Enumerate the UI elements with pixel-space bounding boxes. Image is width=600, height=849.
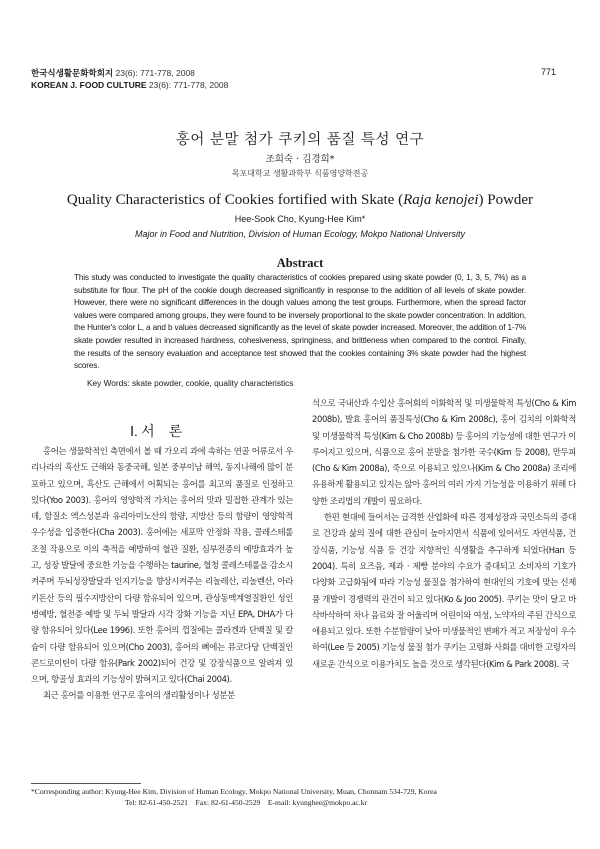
section-heading-introduction: Ⅰ. 서 론 [130, 425, 183, 440]
journal-name-korean: 한국식생활문화학회지 [31, 68, 114, 78]
title-korean: 홍어 분말 첨가 쿠키의 품질 특성 연구 [175, 132, 425, 148]
body-paragraph: 최근 홍어를 이용한 연구로 홍어의 생리활성이나 성분분 [43, 690, 235, 701]
journal-volume-english: 23(6): 771-778, 2008 [148, 80, 229, 90]
footnote-contact: Tel: 82-61-450-2521 Fax: 82-61-450-2529 E-mail: kyunghee@mokpo.ac.kr [125, 797, 368, 807]
body-paragraph: 한편 현대에 들어서는 급격한 산업화에 따른 경제성장과 국민소득의 증대로 건강과 삶의 질에 대한 관심이 높아지면서 식품에 있어서도 자연식품, 건강식품, 기능성 식품 등 건강 지향적인 식생활을 추구하게 되었다(Han 등 2004). 특히 요즈음, 제과 · 제빵 분야의 수요가 증대되고 소비자의 기호가 다양화 고급화됨에 따라 기능성 물질을 첨가하여 현대인의 기호에 맞는 신제품 개발이 경쟁력의 관건이 되고 있다(Ko & Joo 2005). 쿠키는 맛이 달고 바삭바삭하여 차나 음료와 잘 어울리며 어린이와 여성, 노약자의 주된 간식으로 애용되고 있다. 또한 수분함량이 낮아 미생물적인 변패가 적고 저장성이 우수하여(Lee 등 2005) 기능성 물질 첨가 쿠키는 고령화 사회를 대비한 고령자의 새로운 간식으로 이용가치도 높을 것으로 생각된다(Kim & Park 2008). 국 [312, 512, 576, 669]
body-column-left [31, 443, 293, 704]
body-paragraph: 홍어는 생물학적인 측면에서 볼 때 가오리 과에 속하는 연골 어류로서 우리나라의 흑산도 근해와 동중국해, 일본 중부이남 해역, 동지나해에 많이 분포하고 있으며, 흑산도 근해에서 어획되는 홍어를 최고의 품질로 인정하고 있다(Yoo 2003). 홍어의 영양학적 가치는 홍어의 맛과 밀접한 관계가 있는데, 함질소 엑스성분과 유리아미노산의 함량, 지방산 등의 함량이 영양학적 우수성을 입증한다(Cha 2003). 홍어에는 세포막 안정화 작용, 콜레스테롤 조절 작용으로 이의 축적을 예방하여 혈관 질환, 심부전증의 예방효과가 높고, 성장 발달에 중요한 기능을 수행하는 taurine, 혈청 콜레스테롤을 감소시켜주며 두뇌성장발달과 인지기능을 향상시켜주는 리놀레산, 리놀렌산, 아라키돈산 등의 필수지방산이 다량 함유되어 있으며, 관상동맥계열질환인 성인병예방, 혈전증 예방 및 두뇌 발달과 시각 강화 기능을 지닌 EPA, DHA가 다량 함유되어 있다(Lee 1996). 또한 홍어의 껍질에는 콜라겐과 단백질 및 칼슘이 다량 함유되어 있으며(Cho 2003), 홍어의 뼈에는 뮤코다당 단백질인 콘드로이틴이 다량 함유(Park 2002)되어 건강 및 강장식품으로 알려져 있으며, 항골성 효과의 기능성이 밝혀지고 있다(Chai 2004). [31, 446, 293, 685]
title-english [0, 192, 600, 209]
journal-volume-korean: 23(6): 771-778, 2008 [115, 68, 195, 78]
footnote-divider [31, 783, 141, 784]
journal-name-korean-line [31, 67, 228, 79]
page-number: 771 [541, 67, 557, 77]
affiliation-korean: 목포대학교 생활과학부 식품영양학전공 [231, 169, 369, 178]
body-paragraph: 석으로 국내산과 수입산 홍어회의 이화학적 및 미생물학적 특성(Cho & Kim 2008b), 발효 홍어의 품질특성(Cho & Kim 2008c), 홍어 김치의 이화학적 및 미생물학적 특성(Kim & Cho 2008b) 등 홍어의 기능성에 대한 연구가 이루어지고 있으며, 식품으로 홍어 분말을 첨가한 국수(Kim 등 2008), 만두피(Cho & Kim 2008a), 죽으로 이용되고 있으나(Kim & Cho 2008a) 조리에 유용하게 활용되고 있지는 않아 홍어의 여러 가지 기능성을 이용하기 위해 다양한 조리법의 개발이 필요하다. [312, 398, 576, 506]
keywords: Key Words: skate powder, cookie, quality characteristics [87, 378, 294, 388]
abstract-heading: Abstract [276, 256, 324, 270]
journal-name-english: KOREAN J. FOOD CULTURE [31, 80, 147, 90]
title-english-post: ) Powder [478, 192, 534, 208]
authors-english: Hee-Sook Cho, Kyung-Hee Kim* [234, 214, 366, 224]
title-english-pre: Quality Characteristics of Cookies fortified with Skate ( [66, 192, 404, 208]
title-english-species: Raja kenojei [403, 192, 479, 208]
journal-name-english-line [31, 79, 228, 91]
affiliation-english: Major in Food and Nutrition, Division of Human Ecology, Mokpo National University [135, 229, 465, 239]
journal-header [31, 67, 228, 91]
authors-korean: 조희숙 · 김경희* [265, 154, 335, 165]
abstract-text: This study was conducted to investigate the quality characteristics of cookies prepared using skate powder (0, 1, 3, 5, 7%) as a substitute for flour. The pH of the cookie dough decreased significantly in response to the addition of all levels of skate powder. However, there were no significant differences in the dough values among the test groups. Furthermore, when the spread factor values were compared among groups, they were found to be inversely proportional to the skate powder concentration. In addition, the Hunter's color L, a and b values decreased significantly as the level of skate powder increased. Moreover, the addition of 1-7% skate powder resulted in increased hardness, cohesiveness, springiness, and brittleness when compared to the control. Finally, the results of the sensory evaluation and acceptance test showed that the cookies containing 3% skate powder had the highest scores. [74, 273, 526, 371]
body-column-right [312, 395, 576, 672]
footnote-corresponding-author: *Corresponding author: Kyung-Hee Kim, Division of Human Ecology, Mokpo National University, Muan, Chonnam 534-729, Korea [31, 787, 437, 796]
footnote [31, 787, 576, 808]
